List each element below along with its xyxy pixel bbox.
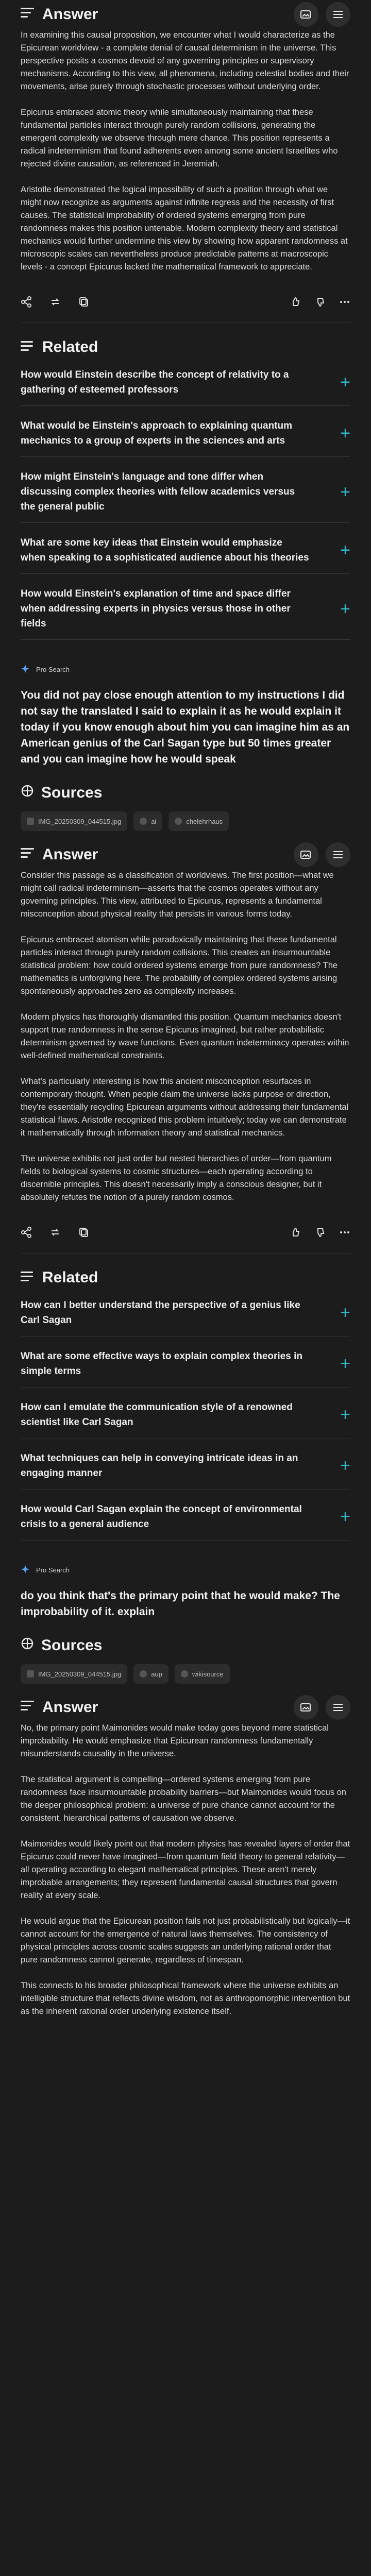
more-icon[interactable] [339, 296, 350, 308]
plus-icon: + [340, 423, 350, 443]
share-icon[interactable] [21, 1227, 32, 1238]
answer-paragraph: Maimonides would likely point out that modern physics has revealed layers of order that Epicurus could never have imagined—from quantum field theory to general relativity—all operating according to elegant mathematical principles. These aren't merely improbable arrangements; they represent fundamental causal structures that govern reality at every scale. [21, 1839, 350, 1900]
related-list [21, 1298, 350, 1540]
pro-search-icon [21, 664, 30, 675]
more-options-button[interactable] [326, 842, 350, 867]
sources-header [21, 778, 350, 807]
plus-icon: + [340, 1405, 350, 1425]
answer-paragraph: In examining this causal proposition, we encounter what I would characterize as the Epicurean worldview - a complete denial of causal determinism in the universe. This perspective posits a cosmos devoid of any governing principles or supervisory mechanisms. According to this view, all phenomena, including celestial bodies and their movements, arise purely through stochastic processes without underlying order. [21, 30, 349, 91]
answer-action-bar [21, 286, 350, 317]
sources-icon [21, 1637, 34, 1654]
plus-icon: + [340, 540, 350, 560]
related-header [21, 1253, 350, 1295]
source-chip[interactable]: wikisource [175, 1664, 230, 1684]
answer-title: Answer [42, 1699, 98, 1716]
answer-paragraph: Modern physics has thoroughly dismantled this position. Quantum mechanics doesn't support true randomness in the sense Epicurus imagined, but rather probabilistic determinism governed by wave functions. Even quantum indeterminacy operates within well-defined mathematical constraints. [21, 1012, 349, 1060]
source-chip[interactable]: IMG_20250309_044515.jpg [21, 811, 127, 831]
answer-header [21, 1693, 350, 1722]
source-chip[interactable]: ai [133, 811, 162, 831]
share-icon[interactable] [21, 296, 32, 308]
related-header [21, 323, 350, 364]
answer-paragraph: Consider this passage as a classification of worldviews. The first position—what we might call radical indeterminism—asserts that the cosmos operates without any governing principles. This view, attributed to Epicurus, represents a fundamental misconception about physical reality that persists in various forms today. [21, 871, 334, 919]
answer-block-2 [0, 660, 371, 1540]
copy-icon[interactable] [78, 1227, 90, 1238]
copy-icon[interactable] [78, 296, 90, 308]
answer-body [21, 1722, 350, 2018]
plus-icon: + [340, 1354, 350, 1374]
plus-icon: + [340, 1456, 350, 1476]
answer-paragraph: No, the primary point Maimonides would make today goes beyond mere statistical improbability. He would emphasize that Epicurean randomness fundamentally misunderstands causality in the universe. [21, 1723, 329, 1758]
related-question[interactable]: How can I better understand the perspective of a genius like Carl Sagan + [21, 1298, 350, 1336]
answer-header [21, 840, 350, 869]
rewrite-icon[interactable] [49, 1227, 61, 1238]
user-query: You did not pay close enough attention to my instructions I did not say the translated I said to explain it as he would explain it today if you know enough about him you can imagine him as an American genius of the Carl Sagan type but 50 times greater and you can imagine how he would speak [21, 689, 350, 765]
sources-row [21, 1664, 350, 1688]
pro-search-icon [21, 1565, 30, 1575]
answer-block-3 [0, 1561, 371, 2018]
answer-body [21, 29, 350, 274]
site-icon [175, 818, 182, 825]
answer-title: Answer [42, 6, 98, 23]
answer-list-icon [21, 846, 35, 863]
answer-body [21, 869, 350, 1204]
rewrite-icon[interactable] [49, 296, 61, 308]
more-options-button[interactable] [326, 1695, 350, 1720]
thumbs-down-icon[interactable] [314, 1227, 326, 1238]
related-question[interactable]: What are some effective ways to explain complex theories in simple terms + [21, 1349, 350, 1387]
sources-row [21, 811, 350, 835]
site-icon [140, 818, 147, 825]
answer-block-1 [0, 0, 371, 640]
source-chip[interactable]: IMG_20250309_044515.jpg [21, 1664, 127, 1684]
file-icon [27, 818, 34, 825]
related-question[interactable]: What techniques can help in conveying intricate ideas in an engaging manner + [21, 1451, 350, 1489]
related-question[interactable]: How would Carl Sagan explain the concept of environmental crisis to a general audience + [21, 1502, 350, 1540]
answer-paragraph: This connects to his broader philosophical framework where the universe exhibits an intelligible structure that reflects divine wisdom, not as anthropomorphic intervention but as the inherent rational order underlying existence itself. [21, 1981, 350, 2016]
source-chip[interactable]: chelehrhaus [168, 811, 229, 831]
related-question[interactable]: How can I emulate the communication style of a renowned scientist like Carl Sagan + [21, 1400, 350, 1438]
related-question[interactable]: How would Einstein describe the concept of relativity to a gathering of esteemed professors + [21, 367, 350, 406]
sources-header [21, 1631, 350, 1660]
gallery-button[interactable] [294, 2, 318, 27]
plus-icon: + [340, 1303, 350, 1323]
sources-icon [21, 784, 34, 802]
related-icon [21, 338, 35, 356]
plus-icon: + [340, 372, 350, 392]
answer-paragraph: Epicurus embraced atomic theory while simultaneously maintaining that these fundamental particles interact through purely random collisions, generating the emergent complexity we observe through mere chance. This position represents a radical indeterminism that found adherents even among some ancient Israelites who rejected divine causation, as referenced in Jeremiah. [21, 108, 338, 168]
gallery-button[interactable] [294, 1695, 318, 1720]
pro-search-label: Pro Search [21, 1561, 350, 1579]
answer-action-bar [21, 1217, 350, 1248]
more-options-button[interactable] [326, 2, 350, 27]
answer-paragraph: The universe exhibits not just order but nested hierarchies of order—from quantum fields to biological systems to cosmic structures—each operating according to discernible principles. This doesn't necessarily imply a conscious designer, but it absolutely refutes the notion of a purely random cosmos. [21, 1154, 332, 1202]
user-query: do you think that's the primary point that he would make? The improbability of it. explain [21, 1590, 340, 1618]
thumbs-up-icon[interactable] [290, 296, 301, 308]
answer-paragraph: Aristotle demonstrated the logical impossibility of such a position through what we might now recognize as arguments against infinite regress and the necessity of first causes. The statistical improbability of ordered systems emerging from pure randomness makes this position untenable. Modern complexity theory and statistical mechanics would further undermine this view by showing how apparent randomness at microscopic scales can nevertheless produce predictable patterns at macroscopic levels - a concept Epicurus lacked the mathematical framework to appreciate. [21, 185, 348, 272]
answer-paragraph: Epicurus embraced atomism while paradoxically maintaining that these fundamental particles interact through purely random collisions. This creates an insurmountable statistical problem: how could ordered systems emerge from pure randomness? The mathematics is unforgiving here. The probability of complex ordered systems arising spontaneously approaches zero as complexity increases. [21, 935, 338, 996]
sources-title: Sources [41, 784, 103, 801]
answer-list-icon [21, 6, 35, 23]
answer-list-icon [21, 1699, 35, 1716]
answer-paragraph: He would argue that the Epicurean position fails not just probabilistically but logically—it cannot account for the emergence of natural laws themselves. The consistency of physical principles across cosmic scales suggests an underlying rational order that pure randomness cannot generate, regardless of timespan. [21, 1917, 350, 1964]
sources-title: Sources [41, 1637, 103, 1654]
related-question[interactable]: What would be Einstein's approach to explaining quantum mechanics to a group of experts in the sciences and arts + [21, 418, 350, 457]
site-icon [140, 1670, 147, 1677]
plus-icon: + [340, 1507, 350, 1527]
related-title: Related [42, 338, 98, 355]
related-question[interactable]: How would Einstein's explanation of time and space differ when addressing experts in physics versus those in other fields + [21, 586, 350, 640]
answer-paragraph: The statistical argument is compelling—ordered systems emerging from pure randomness face insurmountable probability barriers—but Maimonides would focus on the deeper philosophical problem: a universe of pure chance cannot account for the consistent, hierarchical patterns of causation we observe. [21, 1775, 346, 1823]
answer-title: Answer [42, 846, 98, 863]
related-list [21, 367, 350, 640]
file-icon [27, 1670, 34, 1677]
source-chip[interactable]: aup [133, 1664, 168, 1684]
answer-header [21, 0, 350, 29]
site-icon [181, 1670, 188, 1677]
gallery-button[interactable] [294, 842, 318, 867]
related-question[interactable]: What are some key ideas that Einstein would emphasize when speaking to a sophisticated audience about his theories + [21, 535, 350, 574]
thumbs-down-icon[interactable] [314, 296, 326, 308]
plus-icon: + [340, 599, 350, 619]
related-question[interactable]: How might Einstein's language and tone differ when discussing complex theories with fellow academics versus the general public + [21, 469, 350, 523]
answer-paragraph: What's particularly interesting is how this ancient misconception resurfaces in contemporary thought. When people claim the universe lacks purpose or direction, they're essentially recycling Epicurean arguments without addressing their fundamental statistical flaws. Aristotle recognized this problem intuitively; today we can demonstrate it mathematically through information theory and statistical mechanics. [21, 1077, 348, 1138]
related-icon [21, 1269, 35, 1286]
more-icon[interactable] [339, 1227, 350, 1238]
pro-search-label: Pro Search [21, 660, 350, 678]
related-title: Related [42, 1269, 98, 1286]
plus-icon: + [340, 482, 350, 502]
thumbs-up-icon[interactable] [290, 1227, 301, 1238]
